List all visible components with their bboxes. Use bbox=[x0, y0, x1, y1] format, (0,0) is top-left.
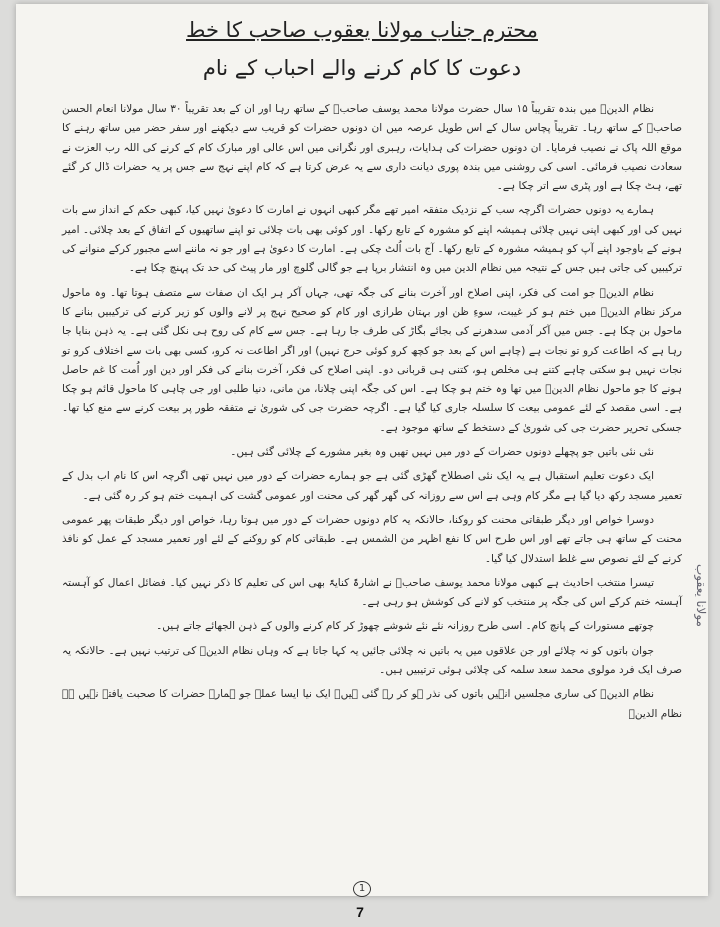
sheet-number bbox=[16, 876, 708, 897]
paragraph: جوان باتوں کو نہ چلائے اور جن علاقوں میں یہ باتیں نہ چلائی جائیں یہ کہا جاتا ہے کہ وہاں نظام الدینؒ کی ترتیب نہیں ہے۔ حالانکہ یہ صرف ایک فرد مولوی محمد سعد سلمہ کی چلائی ہوئی ترتیبیں ہیں۔ bbox=[62, 644, 682, 677]
paragraph: ایک دعوت تعلیم استقبال ہے یہ ایک نئی اصطلاح گھڑی گئی ہے جو ہمارے حضرات کے دور میں نہیں تھی اگرچہ اس کا نام اب بدل کے تعمیر مسجد رکھ دیا گیا ہے مگر کام وہی ہے اس سے روزانہ کی گھر گھر کی محنت اور عمومی گشت کی اہمیت ختم ہو کر رہ گئی ہے۔ bbox=[62, 470, 682, 502]
paragraph: نظام الدینؒ جو امت کی فکر، اپنی اصلاح اور آخرت بنانے کی جگہ تھی، جہاں آکر ہر ایک ان صفات سے متصف ہوتا تھا۔ وہ ماحول مرکز نظام الدینؒ میں ختم ہو کر غیبت، سوءِ ظن اور بہتان طرازی اور کام کو صحیح نہج پر لانے والوں کو زیر کرنے کی ترکیبیں بنانے کا ماحول بن چکا ہے۔ جس میں آکر آدمی سدھرنے کی بجائے بگاڑ کی طرف جا رہا ہے۔ جس سے کام کی روح ہی نکل گئی ہے۔ یہ ذہن بنایا جا رہا ہے کہ اطاعت کرو تو نجات ہے (چاہے اس کے بعد جو کچھ کرو کوئی حرج نہیں) اور اگر اطاعت نہ کرو، کسی بھی بات سے اختلاف کرو تو نجات نہیں ہو سکتی چاہے کتنے ہی مخلص ہو، کتنی ہی قربانی دو۔ اپنی اصلاح کی فکر، آخرت بنانے کی فکر اور دین اور اُمت کا غم حاصل ہونے کا جو ماحول نظام الدینؒ میں تھا وہ ختم ہو چکا ہے۔ اس کی جگہ اپنی چلانا، من مانی، دنیا طلبی اور جی چاہی کا ماحول قائم ہو چکا ہے۔ اسی مقصد کے لئے عمومی بیعت کا سلسلہ جاری کیا گیا ہے۔ اگرچہ حضرت جی کی شوریٰ نے متفقہ طور پر بیعت کرنے سے منع کیا تھا۔ جسکی تحریر حضرت جی کی شوریٰ کے دستخط کے ساتھ موجود ہے۔ bbox=[62, 286, 682, 434]
letter-body bbox=[62, 100, 682, 729]
paragraph: دوسرا خواص اور دیگر طبقاتی محنت کو روکنا، حالانکہ یہ کام دونوں حضرات کے دور میں ہوتا رہا، خواص اور دیگر طبقات پھر عمومی محنت کے ساتھ ہی جاتے تھے اور اس طرح اس کا نفع اظہر من الشمس ہے۔ طبقاتی کام کو روکنے کے لئے اور تعمیر مسجد کے عمل کو نافذ کرنے کے لئے نصوص سے غلط استدلال کیا گیا۔ bbox=[62, 513, 682, 565]
handwritten-margin-signature: مولانا یعقوب bbox=[694, 564, 708, 627]
paragraph: چوتھے مستورات کے پانچ کام۔ اسی طرح روزانہ نئے نئے شوشے چھوڑ کر کام کرنے والوں کے ذہن الجھائے جاتے ہیں۔ bbox=[156, 620, 654, 633]
letter-subtitle: دعوت کا کام کرنے والے احباب کے نام bbox=[202, 56, 522, 80]
paragraph: نظام الدینؒ کی ساری مجلسیں انہیں باتوں کی نذر ہو کر رہ گئی ہیں۔ ایک نیا ایسا عملہ جو ہمارے حضرات کا صحبت یافتہ نہیں ہے نظام الدینؒ bbox=[62, 688, 682, 720]
paragraph: ہمارے یہ دونوں حضرات اگرچہ سب کے نزدیک متفقہ امیر تھے مگر کبھی انہوں نے امارت کا دعویٰ نہیں کیا، کبھی حکم کے انداز سے بات نہیں کی اور کبھی اپنی نہیں چلائی ہمیشہ اپنے کو مشورہ کے تابع رکھا۔ اور کوئی بھی بات چلائی تو اپنے ساتھیوں کے اتفاق کے بعد چلائی۔ امیر ہونے کے باوجود اپنے آپ کو ہمیشہ مشورہ کے تابع رکھا۔ آج بات اُلٹ چکی ہے۔ امارت کا دعویٰ ہے اور جو نہ ماننے اسے مجبور کرکے منوانے کی ترکیبیں کی جاتی ہیں جس کے نتیجہ میں نظام الدین میں وہ انتشار برپا ہے جو گالی گلوچ اور مار پیٹ کی حد تک پہنچ چکا ہے۔ bbox=[62, 204, 682, 275]
sheet-number-circle: 1 bbox=[353, 881, 371, 897]
letter-title: محترم جناب مولانا یعقوب صاحب کا خط bbox=[186, 18, 538, 42]
paragraph: تیسرا منتخب احادیث ہے کبھی مولانا محمد یوسف صاحبؒ نے اشارۃً کنایۃً بھی اس کی تعلیم کا ذکر نہیں کیا۔ فضائل اعمال کو آہستہ آہستہ ختم کرکے اس کی جگہ پر منتخب کو لانے کی کوشش ہو رہی ہے۔ bbox=[62, 576, 682, 609]
page-number: 7 bbox=[356, 904, 364, 920]
paragraph: نظام الدینؒ میں بندہ تقریباً ۱۵ سال حضرت مولانا محمد یوسف صاحبؒ کے ساتھ رہا اور ان کے بعد تقریباً ۳۰ سال مولانا انعام الحسن صاحبؒ کے ساتھ رہا۔ تقریباً پچاس سال کے اس طویل عرصہ میں ان دونوں حضرات کو قریب سے دیکھنے اور سفر حضر میں ساتھ رہنے کا موقع اللہ پاک نے نصیب فرمایا۔ ان دونوں حضرات کی ہدایات، رہبری اور نگرانی میں اس عالی اور مبارک کام کے کرنے کی اللہ رب العزت نے سعادت نصیب فرمائی۔ اسی کی روشنی میں بندہ پوری دیانت داری سے یہ عرض کرتا ہے کہ کام اپنے نہج سے جس پر یہ حضرات ڈال کر گئے تھے، ہٹ چکا ہے اور پٹری سے اتر چکا ہے۔ bbox=[62, 103, 682, 193]
letter-sheet bbox=[16, 4, 708, 896]
paragraph: نئی نئی باتیں جو پچھلے دونوں حضرات کے دور میں نہیں تھیں وہ بغیر مشورے کے چلائی گئی ہیں۔ bbox=[230, 446, 654, 459]
